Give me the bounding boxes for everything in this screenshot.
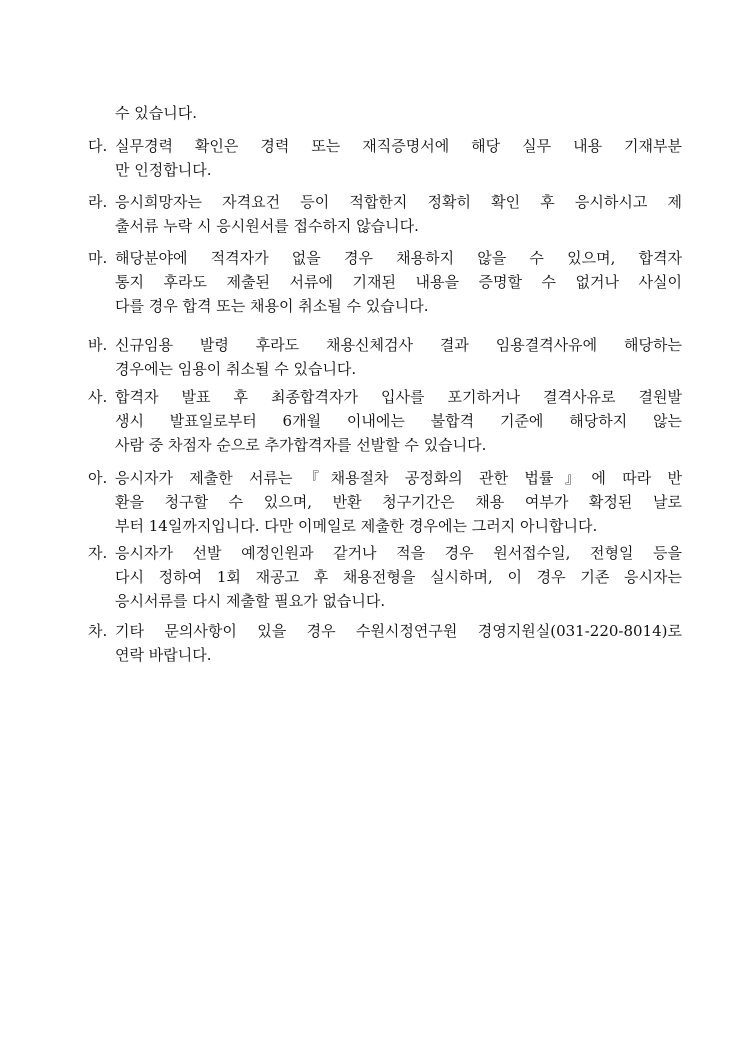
item-line: 기타 문의사항이 있을 경우 수원시정연구원 경영지원실(031-220-8014)로 xyxy=(115,622,682,640)
item-line: 응시자가 제출한 서류는『채용절차 공정화의 관한 법률』에 따라 반 xyxy=(115,469,682,487)
item-marker: 바. xyxy=(88,336,108,354)
item-line: 사람 중 차점자 순으로 추가합격자를 선발할 수 있습니다. xyxy=(115,436,487,454)
item-line: 다를 경우 합격 또는 채용이 취소될 수 있습니다. xyxy=(115,297,429,315)
continuation-text: 수 있습니다. xyxy=(115,104,197,122)
item-line: 응시자가 선발 예정인원과 같거나 적을 경우 원서접수일, 전형일 등을 xyxy=(115,544,682,562)
item-marker: 아. xyxy=(88,469,108,487)
item-line: 신규임용 발령 후라도 채용신체검사 결과 임용결격사유에 해당하는 xyxy=(115,336,682,354)
item-marker: 라. xyxy=(88,193,108,211)
item-line: 해당분야에 적격자가 없을 경우 채용하지 않을 수 있으며, 합격자 xyxy=(115,249,682,267)
item-line: 통지 후라도 제출된 서류에 기재된 내용을 증명할 수 없거나 사실이 xyxy=(115,273,682,291)
item-marker: 사. xyxy=(88,388,108,406)
item-line: 실무경력 확인은 경력 또는 재직증명서에 해당 실무 내용 기재부분 xyxy=(115,137,682,155)
list-item-a xyxy=(88,466,682,538)
item-line: 생시 발표일로부터 6개월 이내에는 불합격 기준에 해당하지 않는 xyxy=(115,412,682,430)
item-line: 환을 청구할 수 있으며, 반환 청구기간은 채용 여부가 확정된 날로 xyxy=(115,493,682,511)
item-line: 연락 바랍니다. xyxy=(115,646,212,664)
item-line: 출서류 누락 시 응시원서를 접수하지 않습니다. xyxy=(115,217,419,235)
item-line: 경우에는 임용이 취소될 수 있습니다. xyxy=(115,360,357,378)
item-line: 부터 14일까지입니다. 다만 이메일로 제출한 경우에는 그러지 아니합니다. xyxy=(115,517,598,535)
item-line: 합격자 발표 후 최종합격자가 입사를 포기하거나 결격사유로 결원발 xyxy=(115,388,682,406)
list-item-ba xyxy=(88,333,682,381)
item-line: 다시 정하여 1회 재공고 후 채용전형을 실시하며, 이 경우 기존 응시자는 xyxy=(115,568,682,586)
list-item-da xyxy=(88,134,682,182)
item-marker: 차. xyxy=(88,622,108,640)
item-line: 만 인정합니다. xyxy=(115,161,212,179)
item-marker: 마. xyxy=(88,249,108,267)
item-line: 응시희망자는 자격요건 등이 적합한지 정확히 확인 후 응시하시고 제 xyxy=(115,193,682,211)
list-item-cha xyxy=(88,619,682,667)
list-item-ja xyxy=(88,541,682,613)
item-marker: 다. xyxy=(88,137,108,155)
list-item-ra xyxy=(88,190,682,238)
item-marker: 자. xyxy=(88,544,108,562)
list-item-ma xyxy=(88,246,682,318)
item-line: 응시서류를 다시 제출할 필요가 없습니다. xyxy=(115,592,386,610)
list-item-sa xyxy=(88,385,682,457)
